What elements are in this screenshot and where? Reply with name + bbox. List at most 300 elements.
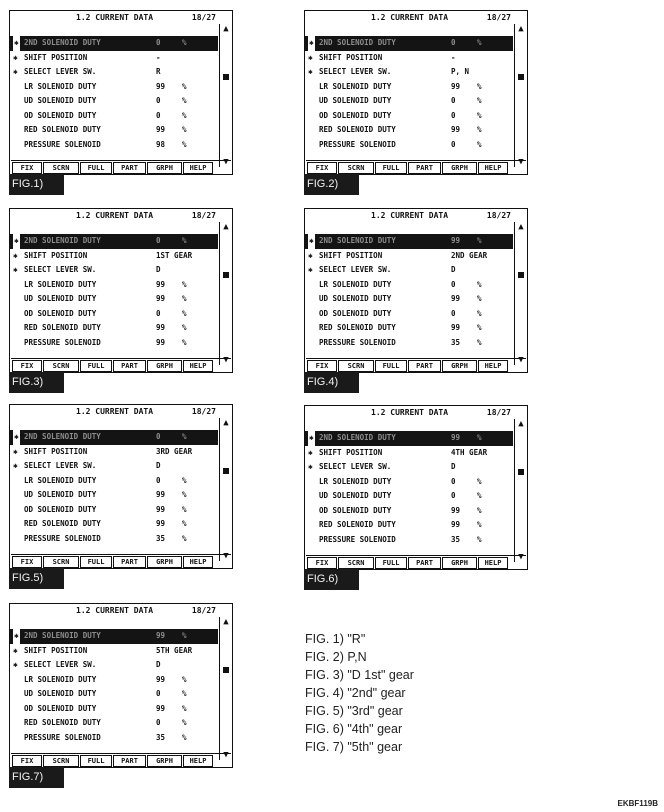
fixed-marker: ✱ (13, 250, 18, 260)
item-unit: % (182, 519, 187, 528)
scroll-down-icon[interactable]: ▼ (223, 750, 229, 760)
full-button[interactable]: FULL (80, 360, 112, 372)
item-label: RED SOLENOID DUTY (24, 718, 101, 727)
item-value: - (156, 52, 161, 62)
data-row[interactable] (10, 731, 218, 746)
item-label: SHIFT POSITION (24, 645, 88, 655)
item-label: UD SOLENOID DUTY (319, 294, 392, 303)
item-label: SHIFT POSITION (319, 250, 383, 260)
item-label: 2ND SOLENOID DUTY (319, 38, 396, 47)
item-unit: % (182, 703, 187, 713)
help-button[interactable]: HELP (478, 162, 508, 174)
data-row[interactable] (305, 431, 513, 446)
data-row[interactable] (305, 263, 513, 278)
item-label: SHIFT POSITION (319, 52, 383, 62)
fixed-marker: ✱ (13, 36, 20, 51)
scrollbar[interactable] (514, 419, 527, 562)
item-unit: % (182, 323, 187, 332)
caption-fig-6: FIG. 6) "4th" gear (305, 722, 403, 736)
item-label: RED SOLENOID DUTY (24, 125, 101, 134)
item-label: LR SOLENOID DUTY (24, 81, 97, 91)
scrollbar[interactable] (219, 617, 232, 760)
item-value: 99 (156, 703, 166, 713)
fix-button[interactable]: FIX (12, 755, 42, 767)
part-button[interactable]: PART (408, 162, 441, 174)
item-unit: % (477, 279, 482, 289)
fig-1-panel (9, 10, 233, 195)
data-row[interactable] (10, 51, 218, 66)
item-label: OD SOLENOID DUTY (319, 110, 392, 120)
scroll-up-icon[interactable]: ▲ (518, 419, 524, 429)
scroll-thumb[interactable] (223, 667, 229, 673)
full-button[interactable]: FULL (375, 557, 407, 569)
part-button[interactable]: PART (408, 557, 441, 569)
scroll-up-icon[interactable]: ▲ (223, 24, 229, 34)
full-button[interactable]: FULL (80, 755, 112, 767)
item-value: 99 (156, 674, 166, 684)
data-row[interactable] (10, 80, 218, 95)
item-value: 0 (156, 475, 161, 485)
caption-fig-2: FIG. 2) P,N (305, 650, 367, 664)
item-value: 99 (451, 294, 461, 303)
part-button[interactable]: PART (113, 162, 146, 174)
data-row[interactable] (10, 321, 218, 336)
fix-button[interactable]: FIX (307, 557, 337, 569)
grph-button[interactable]: GRPH (147, 556, 182, 568)
fixed-marker: ✱ (308, 462, 313, 471)
grph-button[interactable]: GRPH (147, 755, 182, 767)
data-row[interactable] (305, 292, 513, 307)
item-unit: % (182, 533, 187, 543)
help-button[interactable]: HELP (183, 360, 213, 372)
help-button[interactable]: HELP (183, 556, 213, 568)
fig-6-panel (304, 405, 528, 590)
scroll-thumb[interactable] (223, 272, 229, 278)
data-list (305, 431, 513, 547)
scroll-up-icon[interactable]: ▲ (518, 222, 524, 232)
data-list (10, 234, 218, 350)
scan-tool-screen (9, 404, 233, 569)
item-label: LR SOLENOID DUTY (319, 81, 392, 91)
scan-tool-screen (9, 603, 233, 768)
item-unit: % (477, 505, 482, 515)
screen-title: 1.2 CURRENT DATA (371, 13, 449, 22)
data-row[interactable] (10, 673, 218, 688)
data-row[interactable] (10, 459, 218, 474)
fixed-marker: ✱ (308, 265, 313, 274)
fixed-marker: ✱ (13, 67, 18, 76)
screen-title: 1.2 CURRENT DATA (371, 408, 449, 417)
fix-button[interactable]: FIX (307, 360, 337, 372)
item-label: PRESSURE SOLENOID (24, 337, 101, 347)
item-value: 35 (156, 732, 166, 742)
item-label: LR SOLENOID DUTY (24, 674, 97, 684)
data-row[interactable] (10, 430, 218, 445)
item-unit: % (182, 504, 187, 514)
fixed-marker: ✱ (13, 446, 18, 456)
item-label: RED SOLENOID DUTY (24, 519, 101, 528)
fixed-marker: ✱ (13, 52, 18, 62)
item-unit: % (477, 323, 482, 332)
full-button[interactable]: FULL (80, 162, 112, 174)
scrollbar[interactable] (219, 418, 232, 561)
item-label: PRESSURE SOLENOID (319, 139, 396, 149)
function-key-bar (11, 753, 231, 767)
item-label: SELECT LEVER SW. (319, 67, 392, 76)
data-list (10, 629, 218, 745)
data-row[interactable] (305, 94, 513, 109)
fixed-marker: ✱ (308, 67, 313, 76)
function-key-bar (306, 555, 526, 569)
data-row[interactable] (10, 488, 218, 503)
item-value: 99 (156, 504, 166, 514)
item-unit: % (182, 674, 187, 684)
scroll-down-icon[interactable]: ▼ (518, 355, 524, 365)
fig-2-panel (304, 10, 528, 195)
item-unit: % (182, 125, 187, 134)
item-label: PRESSURE SOLENOID (319, 534, 396, 544)
grph-button[interactable]: GRPH (442, 360, 477, 372)
scan-tool-screen (9, 208, 233, 373)
data-row[interactable] (305, 109, 513, 124)
part-button[interactable]: PART (113, 755, 146, 767)
screen-header (305, 11, 513, 24)
scroll-up-icon[interactable]: ▲ (518, 24, 524, 34)
data-list (10, 430, 218, 546)
scrn-button[interactable]: SCRN (43, 556, 79, 568)
scroll-thumb[interactable] (223, 74, 229, 80)
item-label: RED SOLENOID DUTY (319, 125, 396, 134)
fixed-marker: ✱ (13, 265, 18, 274)
item-value: - (451, 52, 456, 62)
item-label: PRESSURE SOLENOID (319, 337, 396, 347)
data-row[interactable] (10, 503, 218, 518)
grph-button[interactable]: GRPH (442, 162, 477, 174)
item-label: LR SOLENOID DUTY (24, 475, 97, 485)
item-value: D (156, 461, 161, 470)
item-value: 0 (156, 689, 161, 698)
scroll-down-icon[interactable]: ▼ (518, 157, 524, 167)
data-row[interactable] (10, 445, 218, 460)
data-row[interactable] (305, 51, 513, 66)
item-value: D (156, 265, 161, 274)
scan-tool-screen (304, 208, 528, 373)
data-row[interactable] (10, 292, 218, 307)
scrn-button[interactable]: SCRN (43, 755, 79, 767)
screen-header (10, 405, 218, 418)
item-value: 0 (451, 110, 456, 120)
scroll-thumb[interactable] (223, 468, 229, 474)
data-row[interactable] (10, 687, 218, 702)
item-label: SHIFT POSITION (24, 52, 88, 62)
data-row[interactable] (10, 307, 218, 322)
item-value: D (451, 265, 456, 274)
item-unit: % (477, 81, 482, 91)
data-row[interactable] (305, 475, 513, 490)
item-unit: % (477, 96, 482, 105)
data-row[interactable] (305, 65, 513, 80)
item-label: RED SOLENOID DUTY (319, 520, 396, 529)
data-row[interactable] (10, 36, 218, 51)
data-row[interactable] (10, 123, 218, 138)
fig-5-panel (9, 404, 233, 589)
scan-tool-screen (304, 405, 528, 570)
screen-title: 1.2 CURRENT DATA (76, 407, 154, 416)
screen-title: 1.2 CURRENT DATA (76, 606, 154, 615)
part-button[interactable]: PART (113, 360, 146, 372)
fix-button[interactable]: FIX (12, 360, 42, 372)
item-unit: % (182, 294, 187, 303)
scroll-up-icon[interactable]: ▲ (223, 617, 229, 627)
item-value: 0 (451, 308, 456, 318)
fix-button[interactable]: FIX (12, 162, 42, 174)
item-unit: % (182, 631, 187, 640)
item-value: 0 (156, 110, 161, 120)
grph-button[interactable]: GRPH (147, 360, 182, 372)
item-label: SELECT LEVER SW. (24, 265, 97, 274)
data-row[interactable] (305, 278, 513, 293)
data-list (10, 36, 218, 152)
function-key-bar (306, 358, 526, 372)
item-label: PRESSURE SOLENOID (24, 533, 101, 543)
item-value: 99 (451, 323, 461, 332)
item-value: 5TH GEAR (156, 645, 193, 655)
scrn-button[interactable]: SCRN (338, 557, 374, 569)
item-label: 2ND SOLENOID DUTY (319, 433, 396, 442)
screen-header (305, 209, 513, 222)
data-row[interactable] (305, 249, 513, 264)
function-key-bar (11, 358, 231, 372)
item-value: 99 (451, 125, 461, 134)
data-row[interactable] (305, 36, 513, 51)
item-value: 3RD GEAR (156, 446, 193, 456)
item-unit: % (182, 337, 187, 347)
item-value: 0 (451, 38, 456, 47)
item-label: OD SOLENOID DUTY (24, 504, 97, 514)
page-indicator: 18/27 (191, 606, 216, 615)
data-row[interactable] (10, 263, 218, 278)
item-value: 99 (451, 433, 461, 442)
item-unit: % (182, 718, 187, 727)
part-button[interactable]: PART (113, 556, 146, 568)
fix-button[interactable]: FIX (12, 556, 42, 568)
help-button[interactable]: HELP (478, 557, 508, 569)
item-label: 2ND SOLENOID DUTY (24, 38, 101, 47)
data-row[interactable] (305, 460, 513, 475)
item-unit: % (477, 294, 482, 303)
data-row[interactable] (10, 336, 218, 351)
data-row[interactable] (10, 138, 218, 153)
help-button[interactable]: HELP (478, 360, 508, 372)
item-label: OD SOLENOID DUTY (24, 308, 97, 318)
data-row[interactable] (305, 533, 513, 548)
help-button[interactable]: HELP (183, 162, 213, 174)
item-label: LR SOLENOID DUTY (319, 279, 392, 289)
fixed-marker: ✱ (308, 52, 313, 62)
document-code: EKBF119B (617, 799, 658, 808)
item-unit: % (182, 81, 187, 91)
item-value: 35 (451, 337, 461, 347)
data-row[interactable] (305, 138, 513, 153)
data-row[interactable] (10, 278, 218, 293)
data-row[interactable] (305, 446, 513, 461)
item-value: 2ND GEAR (451, 250, 488, 260)
item-label: 2ND SOLENOID DUTY (319, 236, 396, 245)
scrn-button[interactable]: SCRN (338, 162, 374, 174)
screen-header (305, 406, 513, 419)
item-value: D (451, 462, 456, 471)
item-unit: % (182, 139, 187, 149)
help-button[interactable]: HELP (183, 755, 213, 767)
item-label: UD SOLENOID DUTY (24, 96, 97, 105)
data-row[interactable] (10, 94, 218, 109)
fix-button[interactable]: FIX (307, 162, 337, 174)
item-value: 99 (156, 519, 166, 528)
full-button[interactable]: FULL (375, 162, 407, 174)
item-value: 4TH GEAR (451, 447, 488, 457)
fig-4-panel (304, 208, 528, 393)
item-label: OD SOLENOID DUTY (24, 110, 97, 120)
item-unit: % (477, 125, 482, 134)
item-unit: % (182, 475, 187, 485)
scrn-button[interactable]: SCRN (43, 360, 79, 372)
data-row[interactable] (305, 234, 513, 249)
item-unit: % (477, 476, 482, 486)
scroll-down-icon[interactable]: ▼ (223, 355, 229, 365)
item-unit: % (182, 279, 187, 289)
data-row[interactable] (305, 321, 513, 336)
part-button[interactable]: PART (408, 360, 441, 372)
figure-captions (305, 630, 414, 756)
item-unit: % (182, 490, 187, 499)
item-label: RED SOLENOID DUTY (24, 323, 101, 332)
fixed-marker: ✱ (13, 645, 18, 655)
item-unit: % (477, 236, 482, 245)
scan-tool-screen (304, 10, 528, 175)
fixed-marker: ✱ (308, 447, 313, 457)
data-row[interactable] (305, 489, 513, 504)
item-value: 99 (451, 81, 461, 91)
function-key-bar (11, 160, 231, 174)
data-row[interactable] (10, 109, 218, 124)
item-label: OD SOLENOID DUTY (319, 505, 392, 515)
item-unit: % (182, 38, 187, 47)
item-value: 99 (156, 337, 166, 347)
caption-fig-5: FIG. 5) "3rd" gear (305, 704, 403, 718)
scrollbar[interactable] (219, 24, 232, 167)
item-unit: % (477, 491, 482, 500)
scan-tool-screen (9, 10, 233, 175)
fig-3-panel (9, 208, 233, 393)
item-label: 2ND SOLENOID DUTY (24, 432, 101, 441)
scrollbar[interactable] (514, 222, 527, 365)
data-row[interactable] (10, 629, 218, 644)
data-row[interactable] (305, 504, 513, 519)
caption-fig-4: FIG. 4) "2nd" gear (305, 686, 406, 700)
data-row[interactable] (10, 474, 218, 489)
scroll-thumb[interactable] (518, 74, 524, 80)
grph-button[interactable]: GRPH (442, 557, 477, 569)
scrollbar[interactable] (219, 222, 232, 365)
scroll-thumb[interactable] (518, 469, 524, 475)
scroll-down-icon[interactable]: ▼ (223, 157, 229, 167)
data-row[interactable] (10, 249, 218, 264)
item-value: 99 (156, 490, 166, 499)
data-row[interactable] (10, 234, 218, 249)
item-unit: % (182, 732, 187, 742)
item-label: RED SOLENOID DUTY (319, 323, 396, 332)
screen-title: 1.2 CURRENT DATA (76, 13, 154, 22)
data-row[interactable] (305, 518, 513, 533)
data-row[interactable] (305, 307, 513, 322)
data-row[interactable] (10, 702, 218, 717)
item-value: 0 (451, 491, 456, 500)
data-row[interactable] (305, 336, 513, 351)
data-row[interactable] (10, 65, 218, 80)
data-list (305, 36, 513, 152)
item-unit: % (477, 139, 482, 149)
full-button[interactable]: FULL (80, 556, 112, 568)
item-label: LR SOLENOID DUTY (24, 279, 97, 289)
item-unit: % (477, 110, 482, 120)
scroll-up-icon[interactable]: ▲ (223, 418, 229, 428)
screen-header (10, 11, 218, 24)
item-unit: % (182, 432, 187, 441)
item-unit: % (182, 308, 187, 318)
data-row[interactable] (305, 80, 513, 95)
scroll-thumb[interactable] (518, 272, 524, 278)
grph-button[interactable]: GRPH (147, 162, 182, 174)
item-value: 99 (156, 631, 166, 640)
item-value: D (156, 660, 161, 669)
function-key-bar (306, 160, 526, 174)
item-value: 0 (156, 96, 161, 105)
figure-label: FIG.4) (304, 372, 359, 393)
data-row[interactable] (10, 644, 218, 659)
figure-label: FIG.7) (9, 767, 64, 788)
item-unit: % (477, 337, 482, 347)
item-label: UD SOLENOID DUTY (319, 96, 392, 105)
figure-label: FIG.1) (9, 174, 64, 195)
data-row[interactable] (10, 716, 218, 731)
item-label: SELECT LEVER SW. (319, 462, 392, 471)
data-row[interactable] (10, 532, 218, 547)
item-value: 0 (156, 236, 161, 245)
item-unit: % (182, 236, 187, 245)
scrollbar[interactable] (514, 24, 527, 167)
page-indicator: 18/27 (191, 13, 216, 22)
data-row[interactable] (10, 517, 218, 532)
data-row[interactable] (10, 658, 218, 673)
scrn-button[interactable]: SCRN (338, 360, 374, 372)
fig-7-panel (9, 603, 233, 788)
item-label: PRESSURE SOLENOID (24, 139, 101, 149)
item-value: 99 (451, 505, 461, 515)
scroll-down-icon[interactable]: ▼ (223, 551, 229, 561)
page-indicator: 18/27 (191, 407, 216, 416)
item-value: 98 (156, 139, 166, 149)
item-label: UD SOLENOID DUTY (24, 689, 97, 698)
scroll-down-icon[interactable]: ▼ (518, 552, 524, 562)
data-row[interactable] (305, 123, 513, 138)
scrn-button[interactable]: SCRN (43, 162, 79, 174)
item-value: R (156, 67, 161, 76)
fixed-marker: ✱ (308, 36, 315, 51)
scroll-up-icon[interactable]: ▲ (223, 222, 229, 232)
item-value: 0 (451, 139, 456, 149)
full-button[interactable]: FULL (375, 360, 407, 372)
figure-label: FIG.5) (9, 568, 64, 589)
